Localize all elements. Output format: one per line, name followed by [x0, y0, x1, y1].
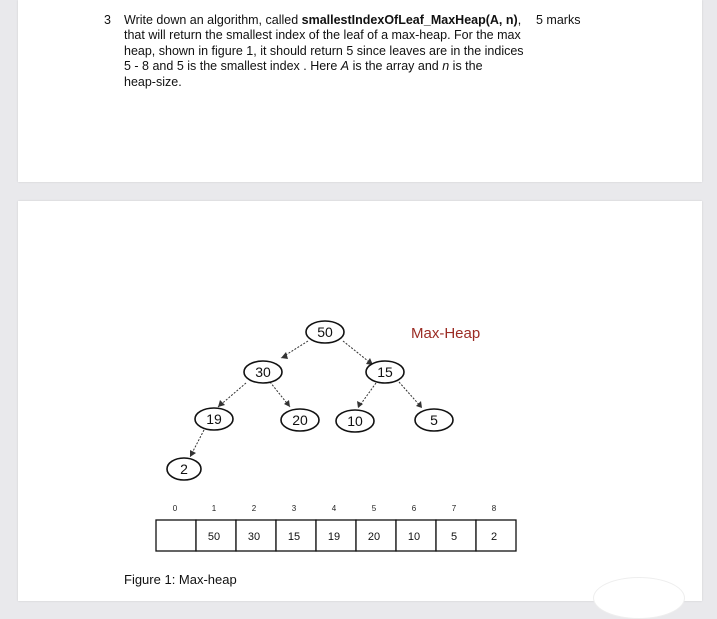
- heap-node-30: [244, 361, 282, 383]
- array-index-6: 6: [411, 504, 417, 513]
- array-index-0: 0: [172, 504, 178, 513]
- array-value-4: 19: [327, 531, 341, 543]
- array-index-7: 7: [451, 504, 457, 513]
- node-label-30: 30: [255, 364, 271, 380]
- array-index-1: 1: [211, 504, 217, 513]
- array-cell-0: [156, 520, 196, 551]
- marks-label: 5 marks: [536, 13, 581, 27]
- array-value-6: 10: [407, 531, 421, 543]
- question-line-4: 5 - 8 and 5 is the smallest index . Here A is the array and n is the: [124, 59, 483, 74]
- algorithm-name: smallestIndexOfLeaf_MaxHeap(A, n): [301, 13, 518, 27]
- heap-node-15: [366, 361, 404, 383]
- array-value-8: 2: [490, 531, 498, 543]
- node-label-20: 20: [292, 412, 308, 428]
- array-index-5: 5: [371, 504, 377, 513]
- arrowhead-2: [190, 450, 196, 457]
- array-index-4: 4: [331, 504, 337, 513]
- scroll-indicator: [593, 577, 685, 619]
- question-line-1-start: Write down an algorithm, called: [124, 13, 302, 27]
- arrowhead-20: [284, 400, 290, 407]
- arrowhead-30: [281, 352, 288, 359]
- arrowhead-19: [218, 400, 225, 407]
- page-2: [18, 201, 702, 601]
- node-label-2: 2: [180, 461, 188, 477]
- page-1: [18, 0, 702, 182]
- node-label-15: 15: [377, 364, 393, 380]
- node-label-5: 5: [430, 412, 438, 428]
- question-number: 3: [104, 13, 111, 27]
- question-line-2: that will return the smallest index of the leaf of a max-heap. For the max: [124, 28, 521, 43]
- array-value-3: 15: [287, 531, 301, 543]
- array-value-1: 50: [207, 531, 221, 543]
- node-label-50: 50: [317, 324, 333, 340]
- max-heap-figure: [18, 201, 702, 601]
- question-line-3: heap, shown in figure 1, it should return 5 since leaves are in the indices: [124, 43, 524, 58]
- question-line-1: [124, 13, 534, 28]
- arrowhead-5: [416, 401, 422, 408]
- heap-node-5: [415, 409, 453, 431]
- arrowhead-10: [357, 401, 363, 408]
- figure-title: Max-Heap: [411, 325, 481, 342]
- node-label-10: 10: [347, 413, 363, 429]
- heap-node-20: [281, 409, 319, 431]
- array-value-7: 5: [450, 531, 458, 543]
- array-index-2: 2: [251, 504, 257, 513]
- question-line-1-end: ,: [517, 13, 522, 27]
- array-index-8: 8: [491, 504, 497, 513]
- array-value-5: 20: [367, 531, 381, 543]
- heap-node-19: [195, 408, 233, 430]
- question-line-5: heap-size.: [124, 74, 182, 89]
- heap-node-50: [306, 321, 344, 343]
- heap-node-10: [336, 410, 374, 432]
- question-text: [124, 13, 534, 90]
- array-value-2: 30: [247, 531, 261, 543]
- node-label-19: 19: [206, 411, 222, 427]
- figure-caption: Figure 1: Max-heap: [124, 572, 237, 587]
- array-indices: [173, 504, 497, 513]
- heap-edges: [190, 341, 422, 457]
- array-index-3: 3: [291, 504, 297, 513]
- heap-node-2: [167, 458, 201, 480]
